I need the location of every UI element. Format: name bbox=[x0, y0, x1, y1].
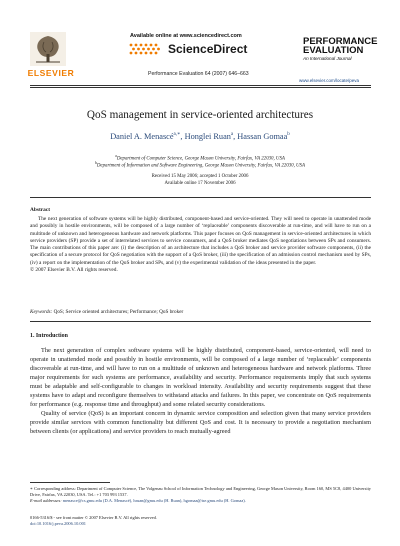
affiliation-b bbox=[0, 161, 400, 169]
available-date: Available online 17 November 2006 bbox=[164, 181, 236, 186]
keywords-label: Keywords: bbox=[30, 309, 53, 315]
email-links[interactable]: menasce@cs.gmu.edu (D.A. Menascé), hruan@gmu.edu (H. Ruan), hgomaa@ise.gmu.edu (H. Gomaa). bbox=[61, 498, 246, 503]
footnote-divider bbox=[30, 482, 110, 483]
corresponding-author-footnote bbox=[30, 486, 371, 504]
header-divider bbox=[30, 85, 371, 86]
journal-title-line2: EVALUATION bbox=[303, 45, 364, 56]
abstract-heading: Abstract bbox=[30, 207, 51, 213]
intro-paragraph: Quality of service (QoS) is an important concern in dynamic service composition and selection given that many service providers provide similar services with common functionality but different QoS and cost. It is necessary to provide a negotiation mechanism between clients (or applications) and service providers to reach mutually-agreed bbox=[30, 409, 371, 435]
journal-url-link[interactable]: www.elsevier.com/locate/peva bbox=[299, 78, 360, 83]
sciencedirect-wordmark: ScienceDirect bbox=[168, 42, 248, 56]
received-dates: Received 15 May 2006; accepted 1 October 2006 bbox=[151, 174, 249, 179]
author-name[interactable]: Hassan Gomaa bbox=[237, 131, 288, 141]
author-name[interactable]: Daniel A. Menascé bbox=[110, 131, 174, 141]
author-affil-sup: a bbox=[230, 132, 234, 137]
affiliation-marker: b bbox=[94, 161, 97, 165]
intro-paragraph: The next generation of complex software systems will be highly distributed, component-based, service-oriented, will need to operate in unattended mode and possibly in hostile environments, will be composed of a large number of ‘replaceable’ components discoverable at run-time, and will have to run on a multitude of unknown and heterogeneous hardware and network platforms. Three major requirements for such systems are performance, availability and security. Performance requirements imply that such systems must be adaptable and self-configurable to changes in workload intensity. Availability and security requirements suggest that these systems have to adapt and reconfigure themselves to withstand attacks and failures. In this paper, we concentrate on QoS requirements for performance (e.g. response time and throughput) and some related security considerations. bbox=[30, 347, 371, 408]
publisher-name: ELSEVIER bbox=[27, 68, 75, 78]
article-title: QoS management in service-oriented architectures bbox=[86, 109, 314, 121]
header-divider-2 bbox=[30, 87, 371, 88]
author-affil-sup: b bbox=[287, 132, 290, 137]
affiliation-text: Department of Computer Science, George Mason University, Fairfax, VA 22030, USA bbox=[116, 156, 285, 162]
keywords-line bbox=[30, 309, 183, 315]
abstract-body bbox=[30, 216, 371, 274]
author-affil-sup: a,∗ bbox=[173, 132, 181, 137]
doi-link[interactable]: doi:10.1016/j.peva.2006.10.001 bbox=[30, 521, 86, 526]
author-separator: , bbox=[180, 131, 185, 141]
abstract-top-rule bbox=[30, 197, 371, 198]
affiliation-text: Department of Information and Software Engineering, George Mason University, Fairfax, VA 22030, USA bbox=[96, 163, 305, 169]
journal-title-line1: PERFORMANCE bbox=[303, 36, 378, 47]
footnote-text: Corresponding address: Department of Computer Science, The Volgenau School of Information Technology and Engineering, George Mason University, Room 160, MS 5C8, 4400 University Drive, Fairfax, VA 22030, USA. Tel.: +1 703 993 1537. bbox=[30, 486, 371, 497]
keywords-list: QoS; Service oriented architectures; Performance; QoS broker bbox=[52, 309, 184, 315]
elsevier-tree-logo-icon bbox=[30, 32, 66, 66]
abstract-bottom-rule bbox=[30, 321, 371, 322]
author-name[interactable]: Honglei Ruan bbox=[184, 131, 231, 141]
footnote-marker: ∗ bbox=[30, 486, 33, 491]
abstract-paragraph: The next generation of software systems will be highly distributed, component-based and service-oriented. They will need to operate in unattended mode and possibly in hostile environments, will be composed of a large number of ‘replaceable’ components discoverable at run-time, and will have to run on a multitude of unknown and heterogeneous hardware and network platforms. This paper focuses on QoS management in service-oriented architectures in which service providers (SP) provide a set of interrelated services to service consumers, and a QoS broker mediates QoS negotiations between SPs and consumers. The main contributions of this paper are: (i) the description of an architecture that includes a QoS broker and service provider software components, (ii) the specification of a secure protocol for QoS negotiation with the support of a QoS broker, (iii) the specification of an admission control mechanism used by SPs, (iv) a report on the implementation of the QoS broker and SPs, and (v) the experimental validation of the ideas presented in the paper. bbox=[30, 216, 371, 266]
email-label: E-mail addresses: bbox=[30, 498, 62, 503]
section-heading: 1. Introduction bbox=[30, 333, 68, 339]
introduction-body bbox=[30, 347, 371, 437]
issn-block bbox=[30, 515, 371, 527]
copyright-notice: © 2007 Elsevier B.V. All rights reserved. bbox=[30, 267, 118, 274]
journal-tagline: An International Journal bbox=[303, 56, 352, 61]
online-availability-text[interactable]: Available online at www.sciencedirect.com bbox=[130, 33, 242, 39]
issn-line: 0166-5316/$ - see front matter © 2007 Elsevier B.V. All rights reserved. bbox=[30, 515, 157, 520]
author-list bbox=[0, 131, 400, 141]
journal-title-block bbox=[303, 36, 378, 61]
author-separator: , bbox=[233, 131, 238, 141]
affiliation-marker: a bbox=[115, 154, 117, 158]
journal-citation: Performance Evaluation 64 (2007) 646–663 bbox=[148, 71, 249, 77]
